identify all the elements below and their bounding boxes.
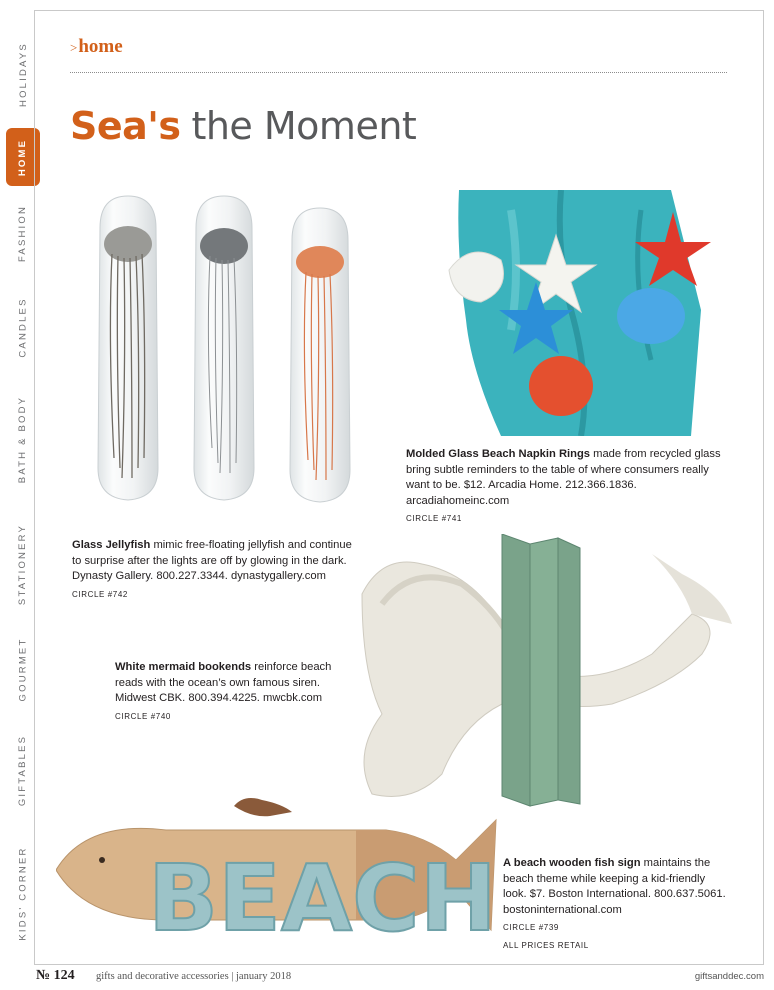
circle-number: CIRCLE #742 (72, 589, 128, 599)
circle-number: CIRCLE #739 (503, 923, 559, 932)
caption-napkin-rings: Molded Glass Beach Napkin Rings made from recycled glass bring subtle reminders to the table of where consumers really want to be. $12. Arcadia Home. 212.366.1836. arcadiahomeinc.com CIRCLE #741 (406, 447, 724, 527)
sidebar-tab-holidays[interactable]: HOLIDAYS (17, 41, 29, 107)
shell-blue (617, 288, 685, 344)
sidebar-tab-home[interactable]: HOME (6, 128, 40, 186)
jellyfish-gray-1 (98, 196, 158, 500)
prices-note: ALL PRICES RETAIL (503, 940, 589, 950)
bird-figure (234, 798, 292, 816)
sidebar-tab-bath-body[interactable]: BATH & BODY (17, 395, 29, 483)
caption-mermaid-bookends: White mermaid bookends reinforce beach reads with the ocean’s own famous siren. Midwest CBK. 800.394.4225. mwcbk.com CIRCLE #740 (115, 660, 360, 724)
page-number: № 124 (36, 968, 75, 983)
napkin-rings-photo (441, 190, 713, 436)
circle-number: CIRCLE #740 (115, 711, 171, 721)
dotted-divider (70, 72, 727, 73)
beach-letters: BEACH (148, 845, 497, 950)
sidebar-tab-fashion[interactable]: FASHION (17, 204, 29, 262)
sidebar-tab-candles[interactable]: CANDLES (17, 296, 29, 358)
beach-fish-sign-photo (56, 790, 500, 950)
sidebar-tab-kids-corner[interactable]: KIDS' CORNER (17, 845, 29, 941)
green-books (502, 534, 580, 806)
circle-number: CIRCLE #741 (406, 514, 462, 523)
publication-line: gifts and decorative accessories | january 2018 (96, 971, 292, 982)
page-title: Sea's the Moment (70, 104, 417, 148)
glass-jellyfish-photo (88, 188, 368, 520)
caption-fish-sign: A beach wooden fish sign maintains the beach theme while keeping a kid-friendly look. $7. Boston International. 800.637.5061. bostoninternational.com CIRCLE #739 ALL PRICES RETAIL (503, 856, 727, 953)
sidebar-tab-giftables[interactable]: GIFTABLES (17, 734, 29, 806)
caption-glass-jellyfish: Glass Jellyfish mimic free-floating jellyfish and continue to surprise after the lights are off by glowing in the dark. Dynasty Gallery. 800.227.3344. dynastygallery.com CIRCLE #742 (72, 538, 360, 602)
mermaid-bookends-photo (352, 534, 736, 810)
sidebar-tab-gourmet[interactable]: GOURMET (17, 637, 29, 701)
sidebar-tab-stationery[interactable]: STATIONERY (17, 523, 29, 605)
jellyfish-gray-2 (194, 196, 254, 500)
section-label: >home (70, 36, 123, 57)
shell-red (529, 356, 593, 416)
jellyfish-orange (290, 208, 350, 502)
page-footer (36, 968, 764, 989)
website-link[interactable]: giftsanddec.com (694, 971, 764, 982)
